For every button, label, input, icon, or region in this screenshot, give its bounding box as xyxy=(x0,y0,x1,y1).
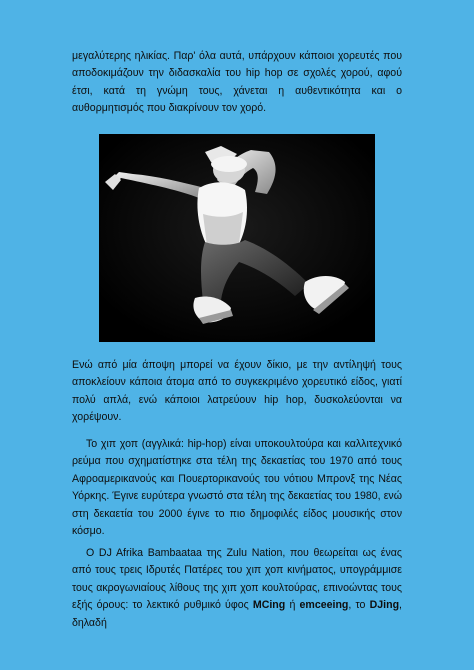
breakdancer-photo xyxy=(99,134,375,342)
term-djing: DJing xyxy=(369,599,400,612)
paragraph-3: Το χιπ χοπ (αγγλικά: hip-hop) είναι υποκουλτούρα και καλλιτεχνικό ρεύμα που σχηματίστηκε στα τέλη της δεκαετίας του 1970 από τους Αφροαμερικανούς και Πουερτορικανούς του νότιου Μπρονξ της Νέας Υόρκης. Έγινε ευρύτερα γνωστό στα τέλη της δεκαετίας του 1980, ενώ στη δεκαετία του 2000 έγινε το πιο δημοφιλές είδος μουσικής στον κόσμο. xyxy=(72,438,402,538)
paragraph-4-text-end: , δηλαδή xyxy=(72,599,402,629)
paragraph-4-text-mid1: ή xyxy=(285,599,300,612)
paragraph-2: Ενώ από μία άποψη μπορεί να έχουν δίκιο, με την αντίληψή τους αποκλείουν κάποια άτομα από το συγκεκριμένο χορευτικό είδος, γιατί πολύ απλά, ενώ κάποιοι λατρεύουν hip hop, δυσκολεύονται να χορέψουν. xyxy=(72,359,402,424)
paragraph-1: μεγαλύτερης ηλικίας. Παρ' όλα αυτά, υπάρχουν κάποιοι χορευτές που αποδοκιμάζουν την διδασκαλία του hip hop σε σχολές χορού, αφού έτσι, κατά τη γνώμη τους, χάνεται η αυθεντικότητα και ο αυθορμητισμός που διακρίνουν τον χορό. xyxy=(72,50,402,115)
term-mcing: MCing xyxy=(252,599,286,612)
paragraph-4-text-start: Ο DJ Afrika Bambaataa της Zulu Nation, που θεωρείται ως ένας από τους τρεις Ιδρυτές Πατέρες του χιπ χοπ κινήματος, υπογράμμισε τους ακρογωνιαίους λίθους της χιπ χοπ κουλτούρας, επινοώντας τους εξής όρους: το λεκτικό ρυθμικό ύφος xyxy=(72,547,402,612)
paragraph-4 xyxy=(72,545,402,632)
dancer-silhouette-icon xyxy=(99,134,375,342)
paragraph-4-text-mid2: , το xyxy=(348,599,370,612)
term-emceeing: emceeing xyxy=(299,599,349,612)
